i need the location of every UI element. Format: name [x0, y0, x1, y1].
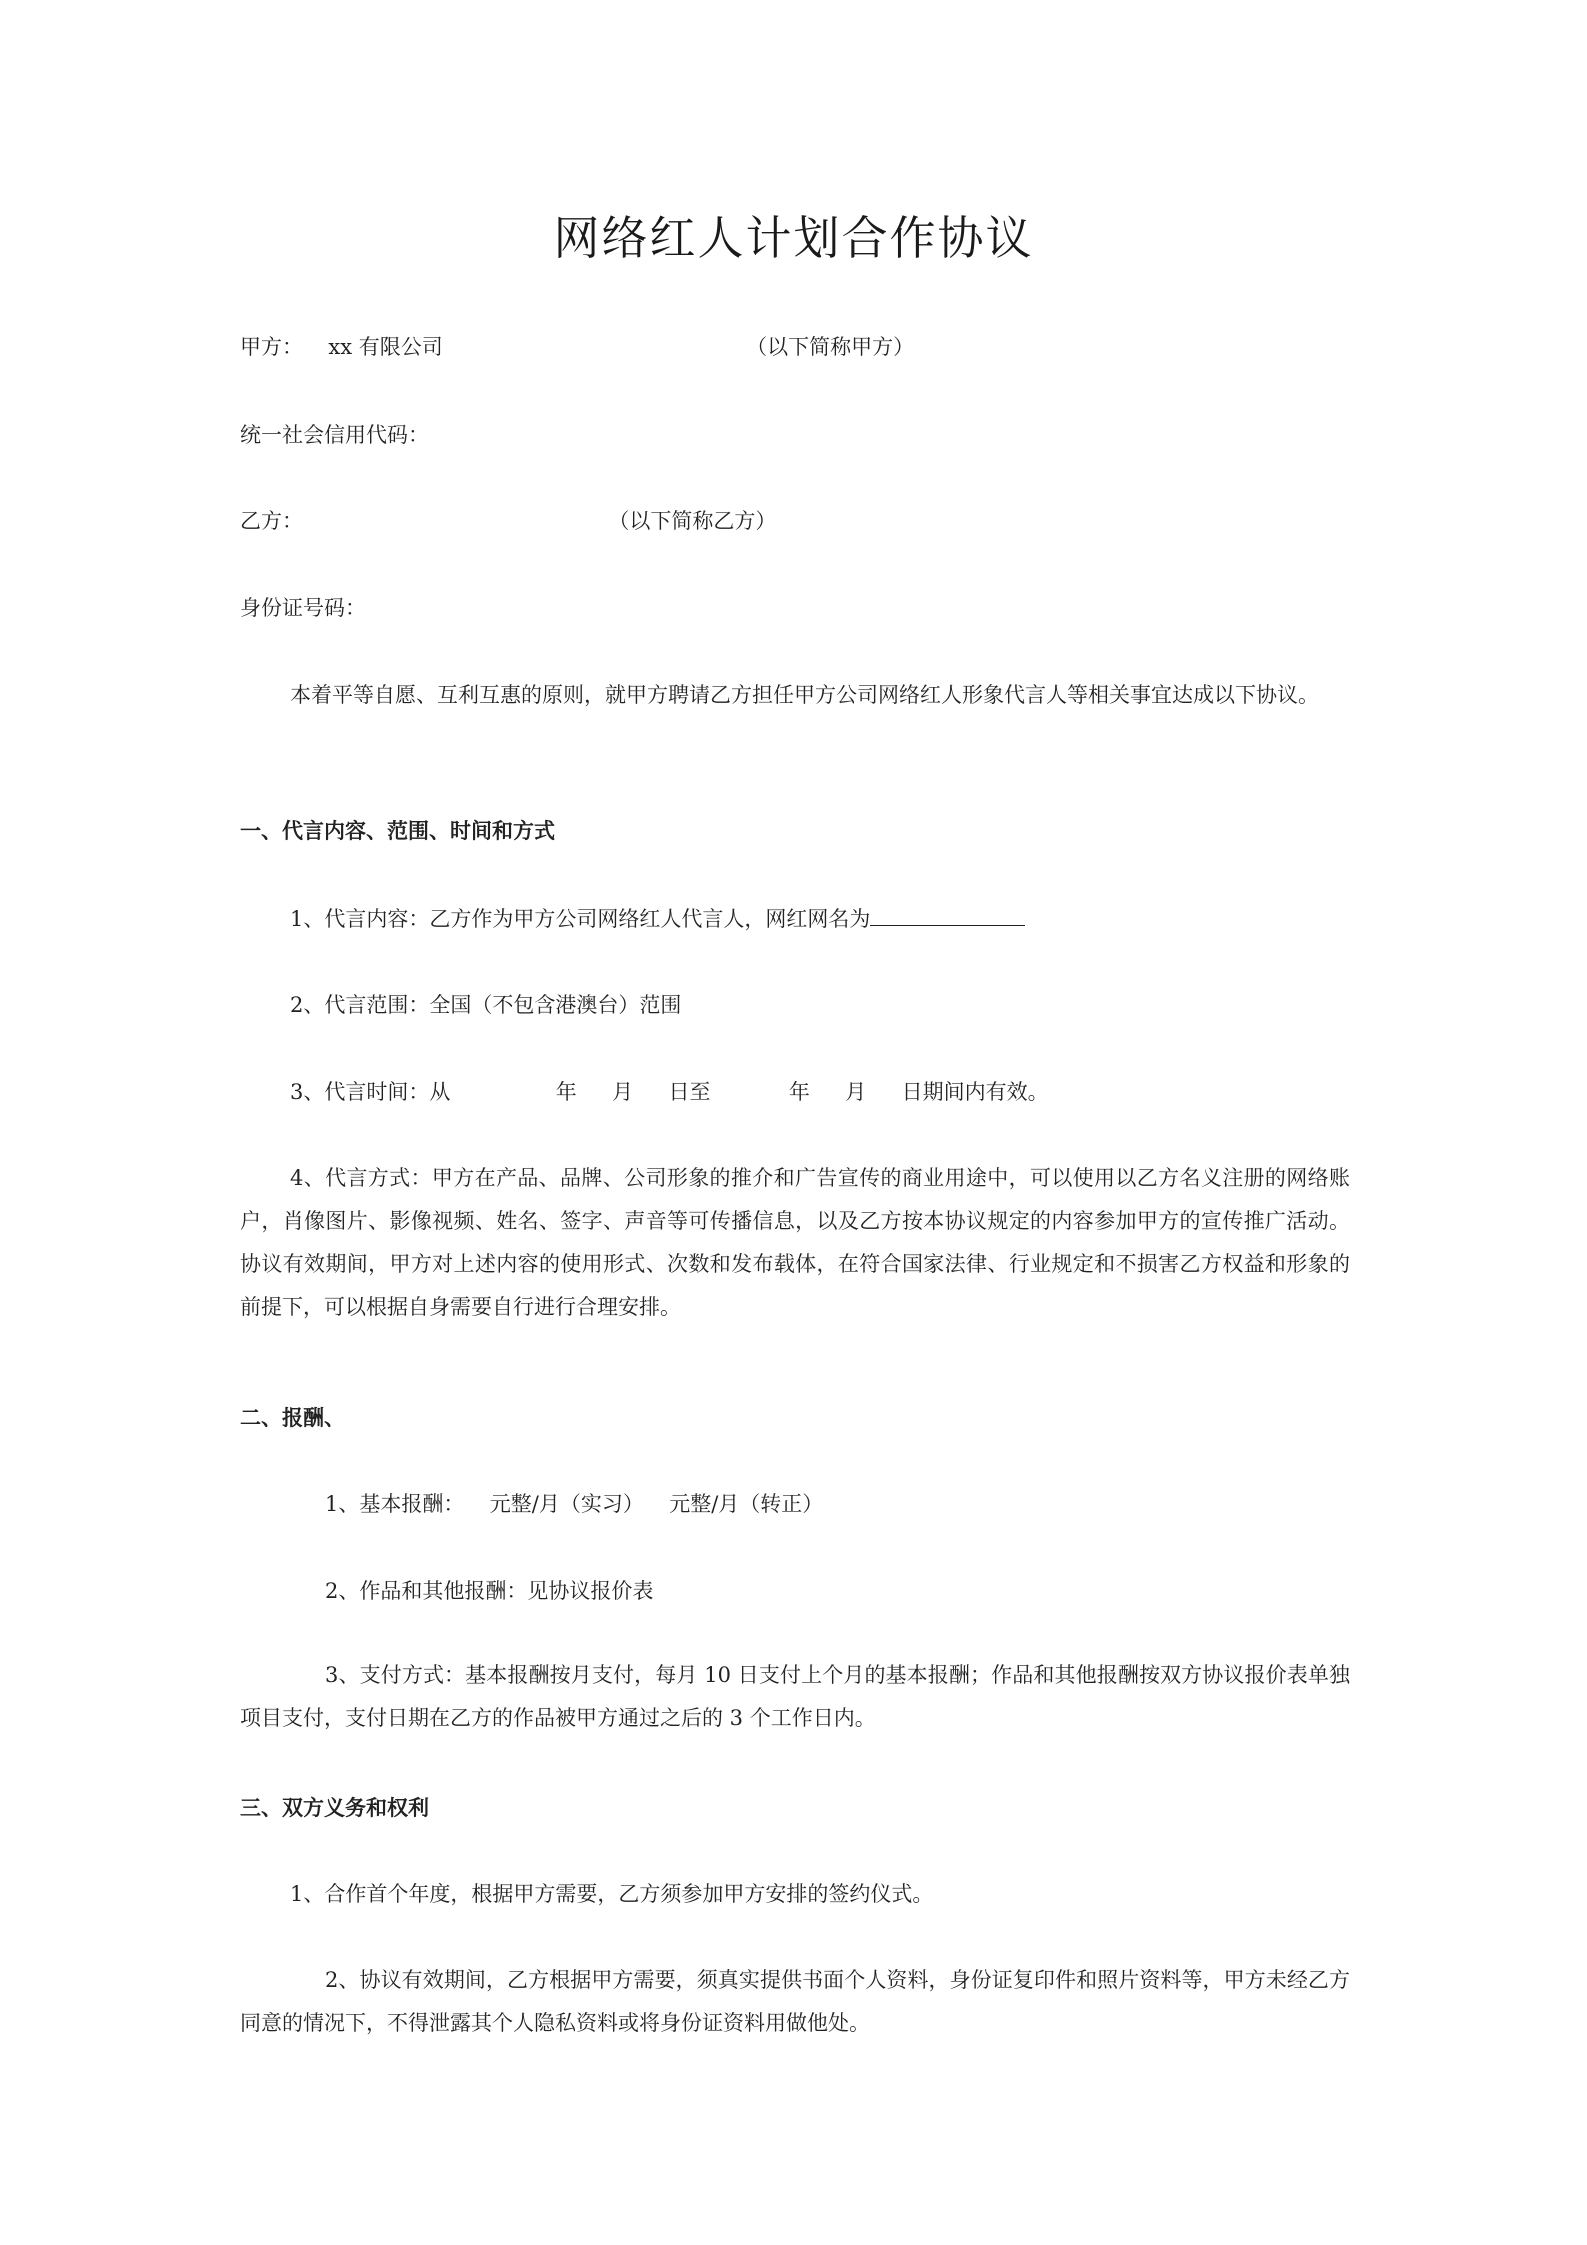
term-month-1: 月 — [612, 1080, 634, 1104]
term-prefix: 3、代言时间：从 — [290, 1080, 451, 1104]
document-title: 网络红人计划合作协议 — [553, 211, 1034, 265]
section-2-item-3: 3、支付方式：基本报酬按月支付，每月 10 日支付上个月的基本报酬；作品和其他报酬按双方协议报价表单独项目支付，支付日期在乙方的作品被甲方通过之后的 3 个工作日内。 — [240, 1663, 1350, 1730]
section-1-item-3 — [290, 1077, 1049, 1107]
section-3-heading: 三、双方义务和权利 — [240, 1795, 429, 1820]
base-pay-regular: 元整/月（转正） — [669, 1492, 824, 1516]
base-pay-intern: 元整/月（实习） — [489, 1492, 644, 1516]
party-a-line — [240, 332, 914, 362]
party-a-name: xx 有限公司 — [328, 335, 443, 359]
party-b-note: （以下简称乙方） — [608, 509, 777, 533]
term-suffix: 日期间内有效。 — [901, 1080, 1049, 1104]
term-day-to: 日至 — [668, 1080, 711, 1104]
party-a-label: 甲方： — [240, 335, 303, 359]
section-1-item-1 — [290, 904, 1025, 934]
section-1-heading: 一、代言内容、范围、时间和方式 — [240, 818, 555, 843]
party-b-line — [240, 506, 776, 536]
section-2-item-2: 2、作品和其他报酬：见协议报价表 — [325, 1579, 654, 1603]
party-a-note: （以下简称甲方） — [746, 335, 915, 359]
base-pay-prefix: 1、基本报酬： — [325, 1492, 465, 1516]
term-year-2: 年 — [788, 1080, 810, 1104]
term-year-1: 年 — [555, 1080, 577, 1104]
section-2-heading: 二、报酬、 — [240, 1405, 345, 1430]
intro-paragraph: 本着平等自愿、互利互惠的原则，就甲方聘请乙方担任甲方公司网络红人形象代言人等相关事宜达成以下协议。 — [290, 683, 1319, 707]
credit-code-label: 统一社会信用代码： — [240, 423, 429, 447]
party-b-label: 乙方： — [240, 509, 303, 533]
section-2-item-1 — [325, 1489, 823, 1519]
section-1-item-4: 4、代言方式：甲方在产品、品牌、公司形象的推介和广告宣传的商业用途中，可以使用以乙方名义注册的网络账户，肖像图片、影像视频、姓名、签字、声音等可传播信息，以及乙方按本协议规定的内容参加甲方的宣传推广活动。协议有效期间，甲方对上述内容的使用形式、次数和发布载体，在符合国家法律、行业规定和不损害乙方权益和形象的前提下，可以根据自身需要自行进行合理安排。 — [240, 1166, 1350, 1319]
nickname-blank — [870, 905, 1025, 926]
section-1-item-2: 2、代言范围：全国（不包含港澳台）范围 — [290, 993, 682, 1017]
section-1-item-1-text: 1、代言内容：乙方作为甲方公司网络红人代言人，网红网名为 — [290, 907, 871, 931]
section-3-item-2: 2、协议有效期间，乙方根据甲方需要，须真实提供书面个人资料，身份证复印件和照片资料等，甲方未经乙方同意的情况下，不得泄露其个人隐私资料或将身份证资料用做他处。 — [240, 1968, 1350, 2035]
section-3-item-1: 1、合作首个年度，根据甲方需要，乙方须参加甲方安排的签约仪式。 — [290, 1882, 934, 1906]
term-month-2: 月 — [845, 1080, 867, 1104]
id-number-label: 身份证号码： — [240, 596, 366, 620]
